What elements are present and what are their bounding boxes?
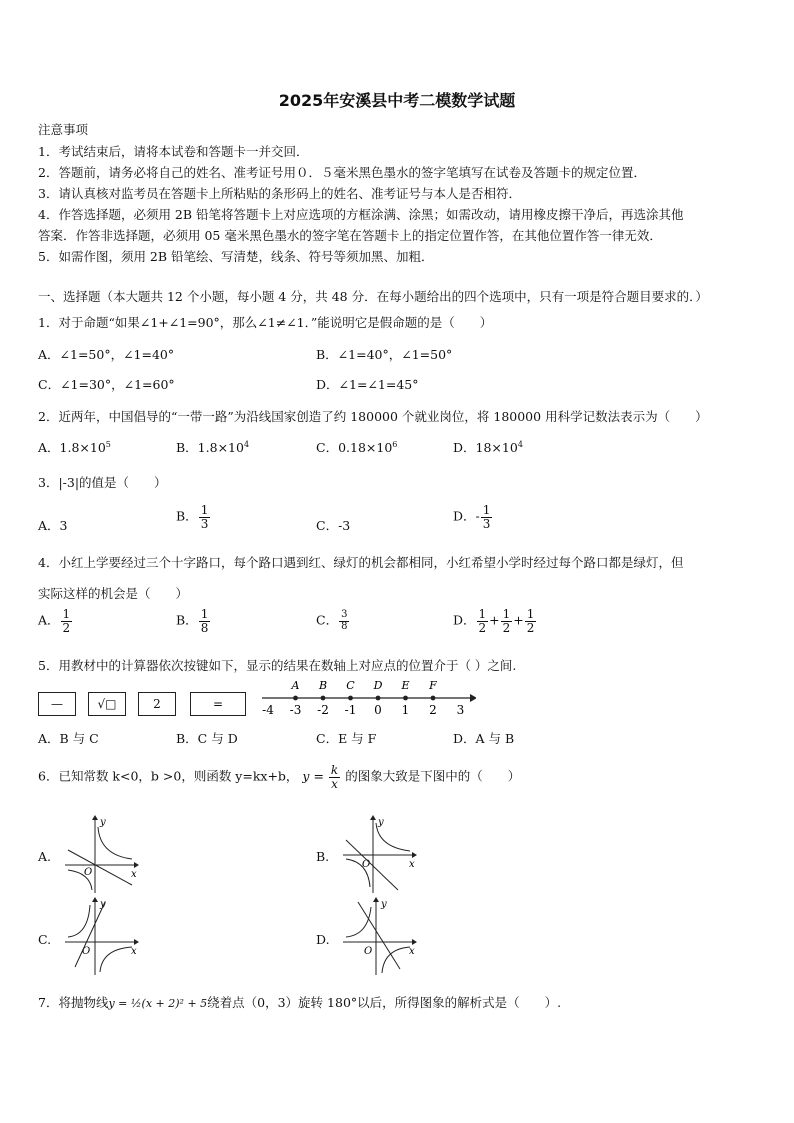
q6-option-b-label: B. bbox=[316, 849, 330, 864]
q6-graph-c bbox=[60, 897, 140, 977]
number-line-tick-label: -1 bbox=[344, 703, 357, 717]
q3-option-c: C．-3 bbox=[316, 518, 351, 533]
q6-option-c-label: C. bbox=[38, 932, 52, 947]
q2-option-a: A．$1.8\times 10^5$ bbox=[38, 439, 111, 455]
number-line-tick-label: 0 bbox=[374, 703, 382, 717]
number-line-point bbox=[431, 696, 436, 701]
number-line-point bbox=[348, 696, 353, 701]
q6-option-d-label: D. bbox=[316, 932, 330, 947]
q3-option-b: B． $\frac{1}{3}$ bbox=[176, 503, 209, 531]
q6-graph-a bbox=[60, 815, 140, 895]
q2-option-c: C．$0.18\times 10^6$ bbox=[316, 439, 398, 455]
parabola-formula: y = ½(x + 2)² + 5 bbox=[108, 997, 208, 1010]
q4-option-c: C． $\frac{3}{8}$ bbox=[316, 609, 348, 632]
number-line-tick-label: -4 bbox=[262, 703, 274, 717]
q5-option-c: C．E 与 F bbox=[316, 731, 377, 746]
q2-option-b: B．$1.8\times 10^4$ bbox=[176, 439, 250, 455]
q5-option-d: D．A 与 B bbox=[453, 731, 515, 746]
number-line-tick-label: -3 bbox=[289, 703, 302, 717]
number-line-point bbox=[321, 696, 326, 701]
svg-text:y: y bbox=[378, 817, 384, 828]
q1-option-d: D．∠1=∠1=45° bbox=[316, 377, 419, 392]
number-line-point bbox=[376, 696, 381, 701]
number-line-tick-label: 2 bbox=[429, 703, 437, 717]
y-axis-label: y bbox=[100, 817, 106, 828]
x-axis-label: x bbox=[131, 869, 137, 880]
q1-option-c: C．∠1=30°，∠1=60° bbox=[38, 377, 175, 392]
note-item: 5．如需作图，须用 2B 铅笔绘、写清楚，线条、符号等须加黑、加粗． bbox=[38, 249, 434, 264]
note-item: 4．作答选择题，必须用 2B 铅笔将答题卡上对应选项的方框涂满、涂黑；如需改动，请用橡皮擦干净后，再选涂其他 bbox=[38, 207, 684, 222]
q3-option-d: D．- $\frac{1}{3}$ bbox=[453, 503, 491, 531]
number-line-point-label: C bbox=[346, 679, 355, 692]
number-line-tick-label: -2 bbox=[317, 703, 329, 717]
question-7-stem: 7．将抛物线y = ½(x + 2)² + 5绕着点（0，3）旋转 180°以后，所得图象的解析式是（ ）. bbox=[38, 995, 562, 1010]
note-item: 答案．作答非选择题，必须用 05 毫米黑色墨水的签字笔在答题卡上的指定位置作答，在其他位置作答一律无效． bbox=[38, 228, 662, 243]
q5-option-b: B．C 与 D bbox=[176, 731, 238, 746]
notes-heading: 注意事项 bbox=[38, 122, 89, 137]
question-5-stem: 5．用教材中的计算器依次按键如下，显示的结果在数轴上对应点的位置介于（ ）之间. bbox=[38, 658, 517, 673]
q4-option-b: B． $\frac{1}{8}$ bbox=[176, 607, 209, 635]
question-6-stem: 6．已知常数 k<0，b >0，则函数 y=kx+b， y = $\frac{k}{x}$ 的图象大致是下图中的（ ） bbox=[38, 763, 521, 791]
number-line-point bbox=[403, 696, 408, 701]
q5-option-a: A．B 与 C bbox=[38, 731, 99, 746]
svg-text:O: O bbox=[364, 946, 373, 957]
number-line-point-label: E bbox=[401, 679, 410, 692]
calculator-key-sqrt: √□ bbox=[88, 692, 126, 716]
page-title: 2025年安溪县中考二模数学试题 bbox=[278, 91, 516, 110]
q2-option-d: D．$18\times 10^4$ bbox=[453, 439, 523, 455]
number-line-point bbox=[293, 696, 298, 701]
origin-label: O bbox=[84, 867, 93, 878]
svg-text:O: O bbox=[362, 859, 371, 870]
note-item: 3．请认真核对监考员在答题卡上所粘贴的条形码上的姓名、准考证号与本人是否相符． bbox=[38, 186, 521, 201]
question-1-stem: 1．对于命题“如果∠1+∠1=90°，那么∠1≠∠1．”能说明它是假命题的是（ ） bbox=[38, 315, 493, 330]
q6-option-a-label: A. bbox=[38, 849, 52, 864]
q1-option-b: B．∠1=40°，∠1=50° bbox=[316, 347, 453, 362]
q6-graph-d bbox=[338, 897, 418, 977]
svg-text:y: y bbox=[100, 899, 106, 910]
q4-option-d: D． $\frac{1}{2}$ + $\frac{1}{2}$ + $\frac{1}{2}$ bbox=[453, 607, 535, 635]
section-heading: 一、选择题（本大题共 12 个小题，每小题 4 分，共 48 分．在每小题给出的四个选项中，只有一项是符合题目要求的．） bbox=[38, 289, 708, 304]
number-line-tick-label: 3 bbox=[456, 703, 465, 717]
number-line-point-label: F bbox=[429, 679, 437, 692]
number-line-point-label: D bbox=[373, 679, 383, 692]
q3-option-a: A．3 bbox=[38, 518, 68, 533]
number-line-point-label: B bbox=[318, 679, 328, 692]
q4-option-a: A． $\frac{1}{2}$ bbox=[38, 607, 71, 635]
calculator-key-2: 2 bbox=[138, 692, 176, 716]
number-line-point-label: A bbox=[291, 679, 300, 692]
number-line-tick-label: 1 bbox=[401, 703, 410, 717]
q6-graph-b bbox=[338, 815, 418, 895]
q1-option-a: A．∠1=50°，∠1=40° bbox=[38, 347, 175, 362]
calculator-key-minus: — bbox=[38, 692, 76, 716]
number-line bbox=[256, 678, 476, 718]
svg-text:x: x bbox=[131, 946, 137, 957]
svg-text:y: y bbox=[381, 899, 387, 910]
question-3-stem: 3．|-3|的值是（ ） bbox=[38, 475, 167, 490]
calculator-key-equals: = bbox=[190, 692, 246, 716]
svg-text:O: O bbox=[82, 946, 91, 957]
question-2-stem: 2．近两年，中国倡导的“一带一路”为沿线国家创造了约 180000 个就业岗位，将 180000 用科学记数法表示为（ ） bbox=[38, 409, 708, 424]
svg-text:x: x bbox=[409, 859, 415, 870]
question-4-stem: 4．小红上学要经过三个十字路口，每个路口遇到红、绿灯的机会都相同，小红希望小学时经过每个路口都是绿灯，但 bbox=[38, 555, 684, 570]
question-4-stem-cont: 实际这样的机会是（ ） bbox=[38, 586, 189, 601]
svg-text:x: x bbox=[409, 946, 415, 957]
note-item: 1．考试结束后，请将本试卷和答题卡一并交回． bbox=[38, 144, 309, 159]
note-item: 2．答题前，请务必将自己的姓名、准考证号用０．５毫米黑色墨水的签字笔填写在试卷及答题卡的规定位置． bbox=[38, 165, 646, 180]
